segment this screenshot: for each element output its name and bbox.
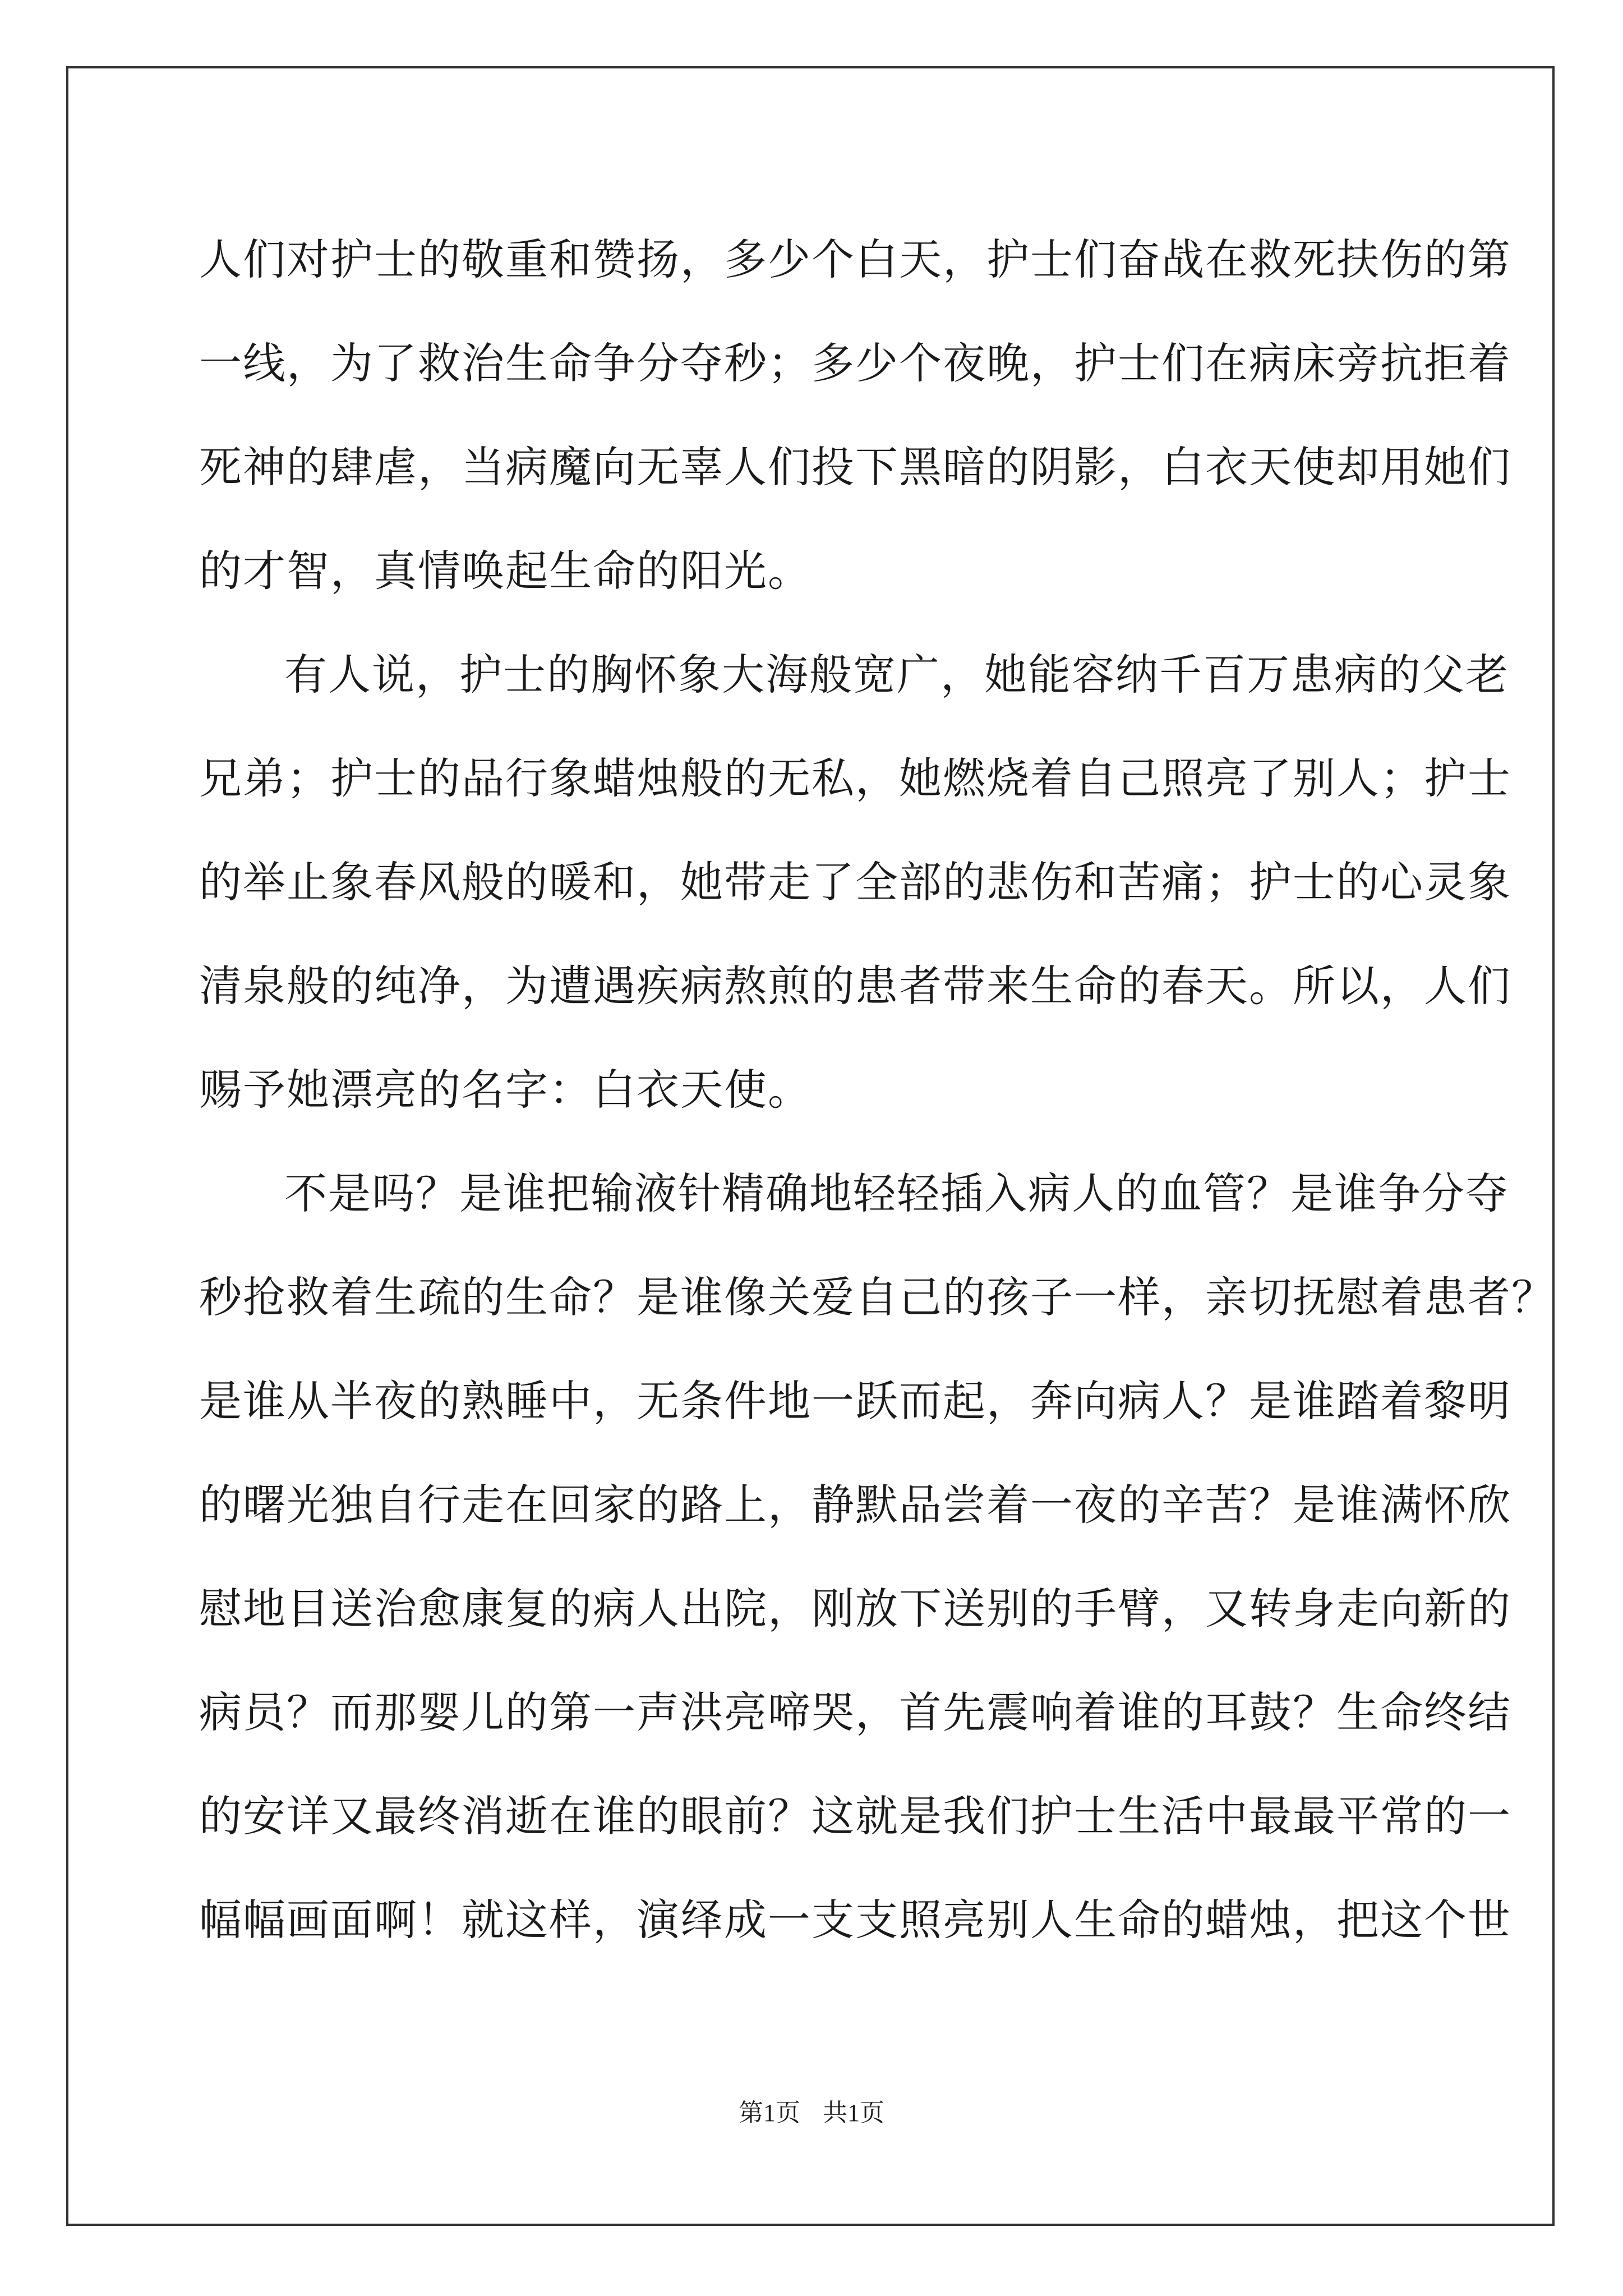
text-line: 慰地目送治愈康复的病人出院，刚放下送别的手臂，又转身走向新的 (199, 1584, 1511, 1634)
text-line: 人们对护士的敬重和赞扬，多少个白天，护士们奋战在救死扶伤的第 (199, 234, 1511, 284)
document-body (199, 208, 1555, 1972)
text-line: 清泉般的纯净，为遭遇疾病熬煎的患者带来生命的春天。所以，人们 (199, 961, 1511, 1011)
text-line: 幅幅画面啊！就这样，演绎成一支支照亮别人生命的蜡烛，把这个世 (199, 1895, 1511, 1945)
text-line: 秒抢救着生疏的生命？是谁像关爱自己的孩子一样，亲切抚慰着患者？ (199, 1272, 1555, 1322)
page-number: 第1页 (739, 2099, 800, 2127)
page-total: 共1页 (823, 2099, 884, 2127)
paragraph-start-line: 有人说，护士的胸怀象大海般宽广，她能容纳千百万患病的父老 (284, 650, 1509, 700)
text-line: 兄弟；护士的品行象蜡烛般的无私，她燃烧着自己照亮了别人；护士 (199, 753, 1511, 803)
text-line: 死神的肆虐，当病魔向无辜人们投下黑暗的阴影，白衣天使却用她们 (199, 442, 1511, 492)
text-line: 的安详又最终消逝在谁的眼前？这就是我们护士生活中最最平常的一 (199, 1791, 1511, 1841)
paragraph-start-line: 不是吗？是谁把输液针精确地轻轻插入病人的血管？是谁争分夺 (284, 1168, 1509, 1218)
text-line: 一线，为了救治生命争分夺秒；多少个夜晚，护士们在病床旁抗拒着 (199, 338, 1511, 388)
page-footer (0, 2092, 1623, 2128)
text-line: 病员？而那婴儿的第一声洪亮啼哭，首先震响着谁的耳鼓？生命终结 (199, 1687, 1511, 1737)
text-line: 赐予她漂亮的名字：白衣天使。 (199, 1065, 811, 1115)
text-line: 的举止象春风般的暖和，她带走了全部的悲伤和苦痛；护士的心灵象 (199, 857, 1511, 907)
text-line: 的才智，真情唤起生命的阳光。 (199, 546, 811, 596)
text-line: 的曙光独自行走在回家的路上，静默品尝着一夜的辛苦？是谁满怀欣 (199, 1480, 1511, 1530)
text-line: 是谁从半夜的熟睡中，无条件地一跃而起，奔向病人？是谁踏着黎明 (199, 1376, 1511, 1426)
